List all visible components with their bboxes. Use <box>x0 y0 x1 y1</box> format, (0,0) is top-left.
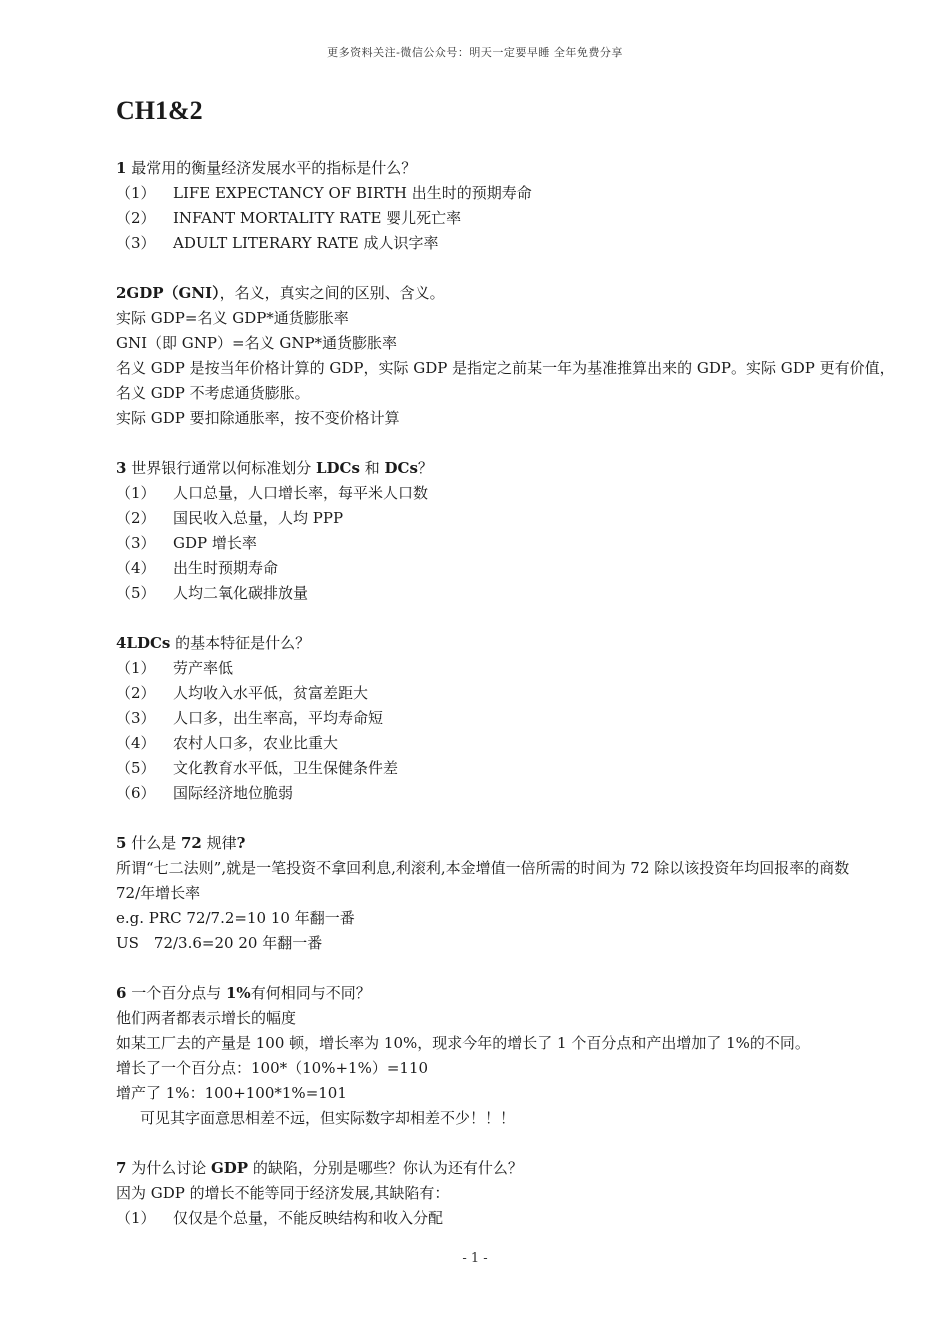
list-item: （3） GDP 增长率 <box>116 534 257 552</box>
list-item: （1） LIFE EXPECTANCY OF BIRTH 出生时的预期寿命 <box>116 184 532 202</box>
list-item: （4） 农村人口多，农业比重大 <box>116 734 339 752</box>
answer-line: e.g. PRC 72/7.2=10 10 年翻一番 <box>116 909 355 927</box>
question-heading: 3 世界银行通常以何标准划分 LDCs 和 DCs？ <box>116 459 433 477</box>
answer-line: 实际 GDP 要扣除通胀率，按不变价格计算 <box>116 409 400 427</box>
list-item: （4） 出生时预期寿命 <box>116 559 279 577</box>
list-item: （1） 人口总量，人口增长率，每平米人口数 <box>116 484 429 502</box>
question-2 <box>116 281 946 431</box>
page-number: - 1 - <box>462 1251 488 1266</box>
list-item: （3） 人口多，出生率高，平均寿命短 <box>116 709 384 727</box>
list-item: （1） 仅仅是个总量，不能反映结构和收入分配 <box>116 1209 444 1227</box>
list-item: （5） 文化教育水平低，卫生保健条件差 <box>116 759 399 777</box>
answer-line: 所谓“七二法则”,就是一笔投资不拿回利息,利滚利,本金增值一倍所需的时间为 72 除以该投资年均回报率的商数 <box>116 859 850 877</box>
question-heading: 1 最常用的衡量经济发展水平的指标是什么？ <box>116 159 417 177</box>
list-item: （2） 国民收入总量，人均 PPP <box>116 509 344 527</box>
question-heading: 2GDP（GNI），名义，真实之间的区别、含义。 <box>116 284 445 302</box>
question-heading: 5 什么是 72 规律? <box>116 834 246 852</box>
list-item: （2） 人均收入水平低，贫富差距大 <box>116 684 369 702</box>
answer-line: GNI（即 GNP）=名义 GNP*通货膨胀率 <box>116 334 398 352</box>
page-header: 更多资料关注-微信公众号：明天一定要早睡 全年免费分享 <box>327 46 623 59</box>
list-item: （6） 国际经济地位脆弱 <box>116 784 294 802</box>
question-6 <box>116 981 946 1131</box>
question-1 <box>116 156 946 256</box>
question-heading: 7 为什么讨论 GDP 的缺陷，分别是哪些？你认为还有什么？ <box>116 1159 523 1177</box>
question-7 <box>116 1156 946 1231</box>
list-item: （2） INFANT MORTALITY RATE 婴儿死亡率 <box>116 209 462 227</box>
question-heading: 4LDCs 的基本特征是什么？ <box>116 634 311 652</box>
answer-line: 他们两者都表示增长的幅度 <box>116 1009 297 1027</box>
question-4 <box>116 631 946 806</box>
answer-line: 名义 GDP 不考虑通货膨胀。 <box>116 384 310 402</box>
list-item: （1） 劳产率低 <box>116 659 234 677</box>
answer-line: 如某工厂去的产量是 100 顿，增长率为 10%，现求今年的增长了 1 个百分点和产出增加了 1%的不同。 <box>116 1034 810 1052</box>
list-item: （5） 人均二氧化碳排放量 <box>116 584 309 602</box>
question-3 <box>116 456 946 606</box>
list-item: （3） ADULT LITERARY RATE 成人识字率 <box>116 234 439 252</box>
answer-line: 可见其字面意思相差不远，但实际数字却相差不少！！！ <box>140 1109 516 1127</box>
document-body <box>116 96 946 1256</box>
answer-line: 72/年增长率 <box>116 884 201 902</box>
question-5 <box>116 831 946 956</box>
answer-line: 名义 GDP 是按当年价格计算的 GDP，实际 GDP 是指定之前某一年为基准推算出来的 GDP。实际 GDP 更有价值， <box>116 359 895 377</box>
answer-line: 增产了 1%：100+100*1%=101 <box>116 1084 347 1102</box>
answer-line: US 72/3.6=20 20 年翻一番 <box>116 934 323 952</box>
answer-line: 实际 GDP=名义 GDP*通货膨胀率 <box>116 309 349 327</box>
answer-line: 因为 GDP 的增长不能等同于经济发展,其缺陷有： <box>116 1184 450 1202</box>
chapter-title: CH1&2 <box>116 96 203 125</box>
question-heading: 6 一个百分点与 1%有何相同与不同？ <box>116 984 371 1002</box>
answer-line: 增长了一个百分点：100*（10%+1%）=110 <box>116 1059 429 1077</box>
